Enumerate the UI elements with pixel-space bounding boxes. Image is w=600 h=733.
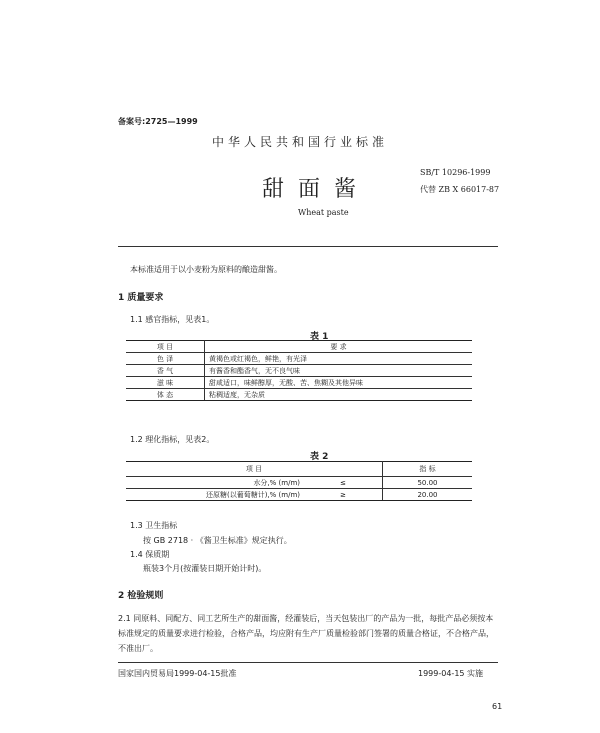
table1 — [126, 340, 472, 401]
table1-req: 有酱香和酯香气，无不良气味 — [205, 365, 473, 377]
item-1-2: 1.2 理化指标，见表2。 — [130, 435, 215, 444]
table2-caption: 表 2 — [310, 452, 329, 462]
table2-col-req: 指 标 — [383, 462, 473, 477]
table1-item: 滋 味 — [126, 377, 205, 389]
effective-date: 1999-04-15 实施 — [418, 669, 484, 678]
scope-text: 本标准适用于以小麦粉为原料的酿造甜酱。 — [130, 265, 282, 274]
standard-code: SB/T 10296-1999 — [420, 168, 491, 177]
replaces-standard: 代替 ZB X 66017-87 — [420, 185, 500, 194]
header-rule — [118, 246, 498, 247]
table-row — [126, 365, 472, 377]
table2-op: ≤ — [304, 477, 383, 489]
document-title: 甜面酱 — [262, 177, 371, 202]
english-title: Wheat paste — [298, 208, 349, 217]
issuer: 国家国内贸易局1999-04-15批准 — [118, 669, 237, 678]
table1-req: 黄褐色或红褐色，鲜艳，有光泽 — [205, 353, 473, 365]
table1-item: 香 气 — [126, 365, 205, 377]
table1-caption: 表 1 — [310, 332, 329, 342]
table-row — [126, 377, 472, 389]
standard-type: 中华人民共和国行业标准 — [211, 135, 388, 149]
page-number: 61 — [492, 702, 503, 711]
item-1-3: 1.3 卫生指标 — [130, 521, 178, 530]
table-row — [126, 353, 472, 365]
section1-heading: 1 质量要求 — [118, 293, 164, 303]
table1-item: 色 泽 — [126, 353, 205, 365]
item-1-1: 1.1 感官指标，见表1。 — [130, 315, 215, 324]
item-1-4-text: 瓶装3个月(按灌装日期开始计时)。 — [143, 564, 267, 573]
item-1-4: 1.4 保质期 — [130, 550, 170, 559]
item-2-1: 2.1 同原料、同配方、同工艺所生产的甜面酱，经灌装后，当天包装出厂的产品为一批，每批产品必须按本标准规定的质量要求进行检验，合格产品，均应附有生产厂质量检验部门签署的质量合格证，不合格产品，不准出厂。 — [118, 614, 494, 653]
table1-header-row — [126, 341, 472, 353]
table2-op: ≥ — [304, 489, 383, 501]
table1-req: 甜咸适口，味鲜醇厚，无酸、苦、焦糊及其他异味 — [205, 377, 473, 389]
table2-val: 20.00 — [383, 489, 473, 501]
table2-col-item: 项 目 — [126, 462, 383, 477]
table-row — [126, 477, 472, 489]
table1-item: 体 态 — [126, 389, 205, 401]
footer-rule — [118, 662, 498, 663]
filing-number: 备案号:2725—1999 — [118, 117, 198, 126]
table-row — [126, 489, 472, 501]
table2-header-row — [126, 462, 472, 477]
table1-col-req: 要 求 — [205, 341, 473, 353]
table2-item: 还原糖(以葡萄糖计),% (m/m) — [126, 489, 304, 501]
table-row — [126, 389, 472, 401]
table2-val: 50.00 — [383, 477, 473, 489]
table1-col-item: 项 目 — [126, 341, 205, 353]
section2-heading: 2 检验规则 — [118, 591, 164, 601]
table2 — [126, 461, 472, 501]
item-1-3-text: 按 GB 2718 · 《酱卫生标准》规定执行。 — [143, 536, 292, 545]
table2-item: 水分,% (m/m) — [126, 477, 304, 489]
table1-req: 粘稠适度，无杂质 — [205, 389, 473, 401]
